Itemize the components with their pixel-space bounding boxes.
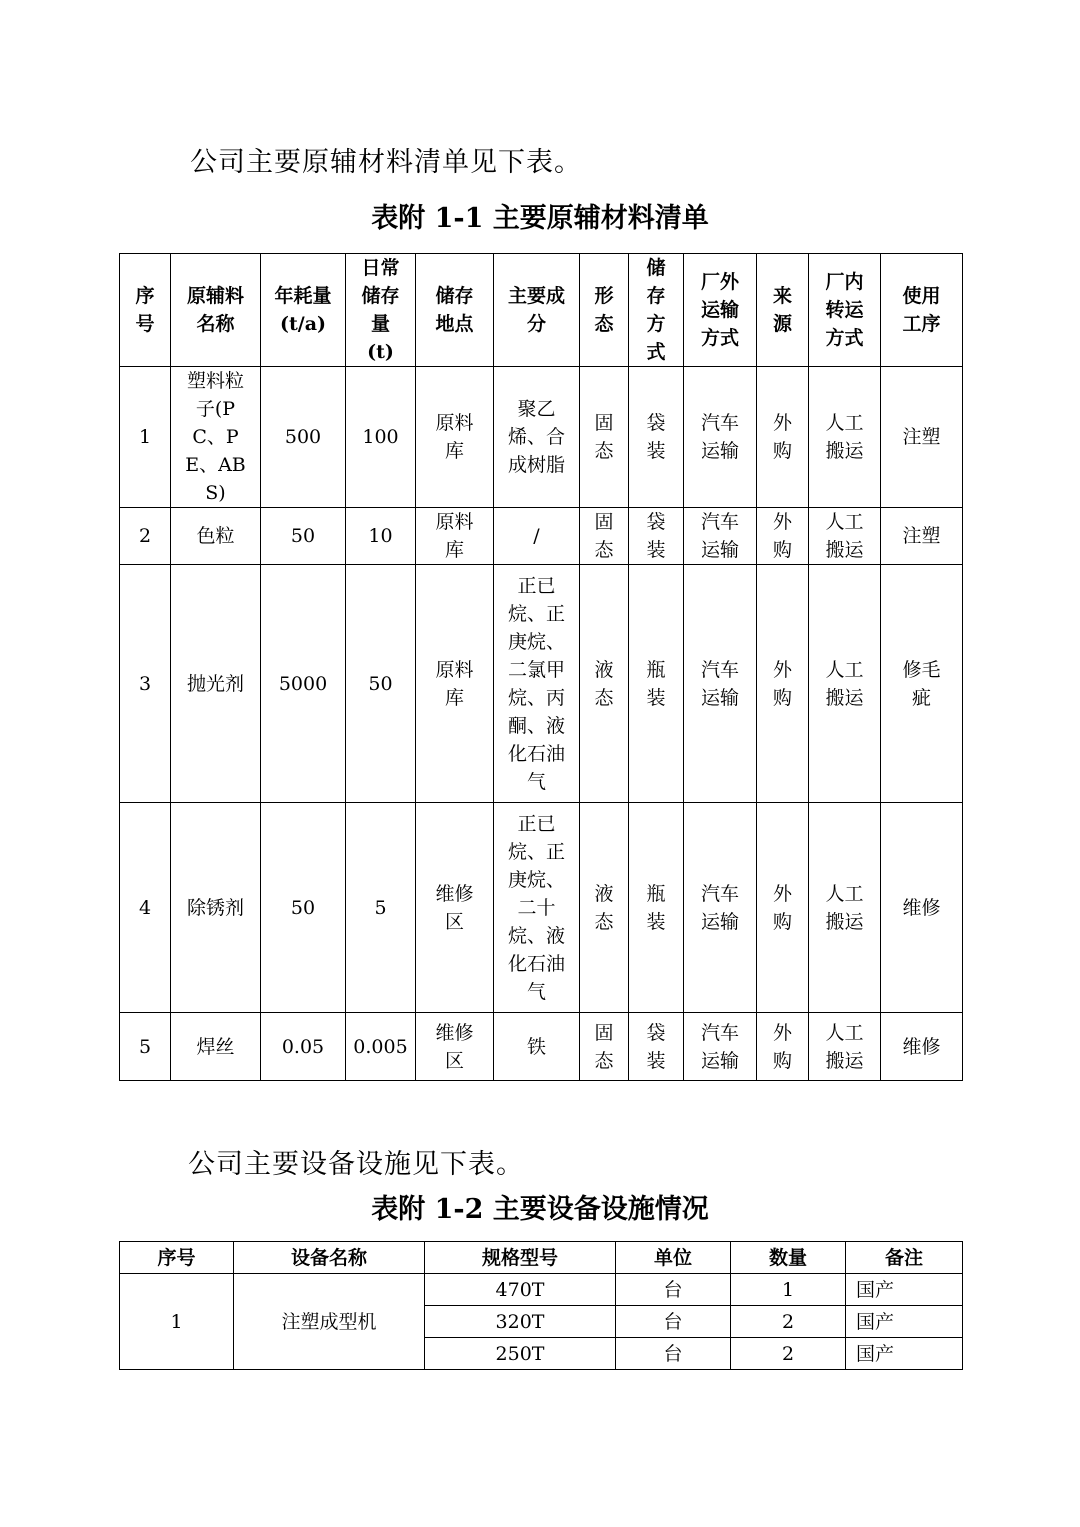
table-row — [120, 1013, 963, 1081]
equipment-spec: 250T — [425, 1338, 616, 1370]
row1-name: 塑料粒子(PC、PE、ABS) — [171, 367, 261, 508]
equipment-name: 注塑成型机 — [234, 1274, 425, 1370]
table-row — [120, 1274, 963, 1306]
row2-name: 色粒 — [171, 508, 261, 565]
row2-location: 原料库 — [416, 508, 494, 565]
header-daily-storage: 日常储存量(t) — [346, 254, 416, 367]
header-equipment-name: 设备名称 — [234, 1242, 425, 1274]
equipment-spec: 320T — [425, 1306, 616, 1338]
row3-form: 液态 — [580, 565, 629, 803]
header-storage-location: 储存地点 — [416, 254, 494, 367]
equipment-unit: 台 — [616, 1274, 731, 1306]
row2-transfer: 人工搬运 — [809, 508, 881, 565]
row4-location: 维修区 — [416, 803, 494, 1013]
equipment-seq: 1 — [120, 1274, 234, 1370]
equipment-qty: 2 — [731, 1338, 846, 1370]
row1-annual: 500 — [261, 367, 346, 508]
row1-storage: 袋装 — [629, 367, 684, 508]
row2-storage: 袋装 — [629, 508, 684, 565]
header-seq: 序号 — [120, 254, 171, 367]
equipment-note: 国产 — [846, 1338, 963, 1370]
equipment-spec: 470T — [425, 1274, 616, 1306]
row3-name: 抛光剂 — [171, 565, 261, 803]
row5-storage: 袋装 — [629, 1013, 684, 1081]
row1-seq: 1 — [120, 367, 171, 508]
row2-source: 外购 — [757, 508, 809, 565]
row3-location: 原料库 — [416, 565, 494, 803]
row5-transport: 汽车运输 — [684, 1013, 757, 1081]
row1-transport: 汽车运输 — [684, 367, 757, 508]
row4-transport: 汽车运输 — [684, 803, 757, 1013]
row3-storage: 瓶装 — [629, 565, 684, 803]
row4-process: 维修 — [881, 803, 963, 1013]
intro-materials: 公司主要原辅材料清单见下表。 — [190, 147, 582, 178]
row5-form: 固态 — [580, 1013, 629, 1081]
row5-location: 维修区 — [416, 1013, 494, 1081]
row2-process: 注塑 — [881, 508, 963, 565]
row3-transfer: 人工搬运 — [809, 565, 881, 803]
header-internal-transfer: 厂内转运方式 — [809, 254, 881, 367]
row5-components: 铁 — [494, 1013, 580, 1081]
row3-process: 修毛疵 — [881, 565, 963, 803]
table1-caption: 表附 1-1 主要原辅材料清单 — [371, 203, 709, 234]
row3-annual: 5000 — [261, 565, 346, 803]
row5-process: 维修 — [881, 1013, 963, 1081]
equipment-note: 国产 — [846, 1274, 963, 1306]
row3-daily: 50 — [346, 565, 416, 803]
row1-form: 固态 — [580, 367, 629, 508]
row4-seq: 4 — [120, 803, 171, 1013]
header-source: 来源 — [757, 254, 809, 367]
row4-daily: 5 — [346, 803, 416, 1013]
row2-form: 固态 — [580, 508, 629, 565]
row5-transfer: 人工搬运 — [809, 1013, 881, 1081]
row2-components: / — [494, 508, 580, 565]
header-main-components: 主要成分 — [494, 254, 580, 367]
row4-storage: 瓶装 — [629, 803, 684, 1013]
intro-equipment: 公司主要设备设施见下表。 — [188, 1149, 524, 1180]
equipment-qty: 2 — [731, 1306, 846, 1338]
table2-caption: 表附 1-2 主要设备设施情况 — [371, 1194, 709, 1225]
header-annual-consumption: 年耗量(t/a) — [261, 254, 346, 367]
row3-transport: 汽车运输 — [684, 565, 757, 803]
row2-daily: 10 — [346, 508, 416, 565]
materials-table — [119, 253, 963, 1081]
header-storage-method: 储存方式 — [629, 254, 684, 367]
row3-source: 外购 — [757, 565, 809, 803]
row4-source: 外购 — [757, 803, 809, 1013]
table-row — [120, 367, 963, 508]
header-material-name: 原辅料名称 — [171, 254, 261, 367]
row2-annual: 50 — [261, 508, 346, 565]
table-row — [120, 565, 963, 803]
equipment-table — [119, 1241, 963, 1370]
row1-process: 注塑 — [881, 367, 963, 508]
header-spec: 规格型号 — [425, 1242, 616, 1274]
row1-components: 聚乙烯、合成树脂 — [494, 367, 580, 508]
equipment-unit: 台 — [616, 1338, 731, 1370]
row5-annual: 0.05 — [261, 1013, 346, 1081]
row1-transfer: 人工搬运 — [809, 367, 881, 508]
row5-name: 焊丝 — [171, 1013, 261, 1081]
header-process: 使用工序 — [881, 254, 963, 367]
row1-daily: 100 — [346, 367, 416, 508]
row4-form: 液态 — [580, 803, 629, 1013]
header-form: 形态 — [580, 254, 629, 367]
header-unit: 单位 — [616, 1242, 731, 1274]
row2-seq: 2 — [120, 508, 171, 565]
row4-name: 除锈剂 — [171, 803, 261, 1013]
equipment-qty: 1 — [731, 1274, 846, 1306]
row4-annual: 50 — [261, 803, 346, 1013]
materials-header-row — [120, 254, 963, 367]
equipment-header-row — [120, 1242, 963, 1274]
row1-location: 原料库 — [416, 367, 494, 508]
row5-seq: 5 — [120, 1013, 171, 1081]
row2-transport: 汽车运输 — [684, 508, 757, 565]
header-external-transport: 厂外运输方式 — [684, 254, 757, 367]
row3-components: 正已烷、正庚烷、二氯甲烷、丙酮、液化石油气 — [494, 565, 580, 803]
equipment-note: 国产 — [846, 1306, 963, 1338]
row5-daily: 0.005 — [346, 1013, 416, 1081]
header-seq: 序号 — [120, 1242, 234, 1274]
table-row — [120, 803, 963, 1013]
row5-source: 外购 — [757, 1013, 809, 1081]
row3-seq: 3 — [120, 565, 171, 803]
row4-transfer: 人工搬运 — [809, 803, 881, 1013]
row4-components: 正已烷、正庚烷、二十烷、液化石油气 — [494, 803, 580, 1013]
header-note: 备注 — [846, 1242, 963, 1274]
row1-source: 外购 — [757, 367, 809, 508]
header-quantity: 数量 — [731, 1242, 846, 1274]
equipment-unit: 台 — [616, 1306, 731, 1338]
table-row — [120, 508, 963, 565]
